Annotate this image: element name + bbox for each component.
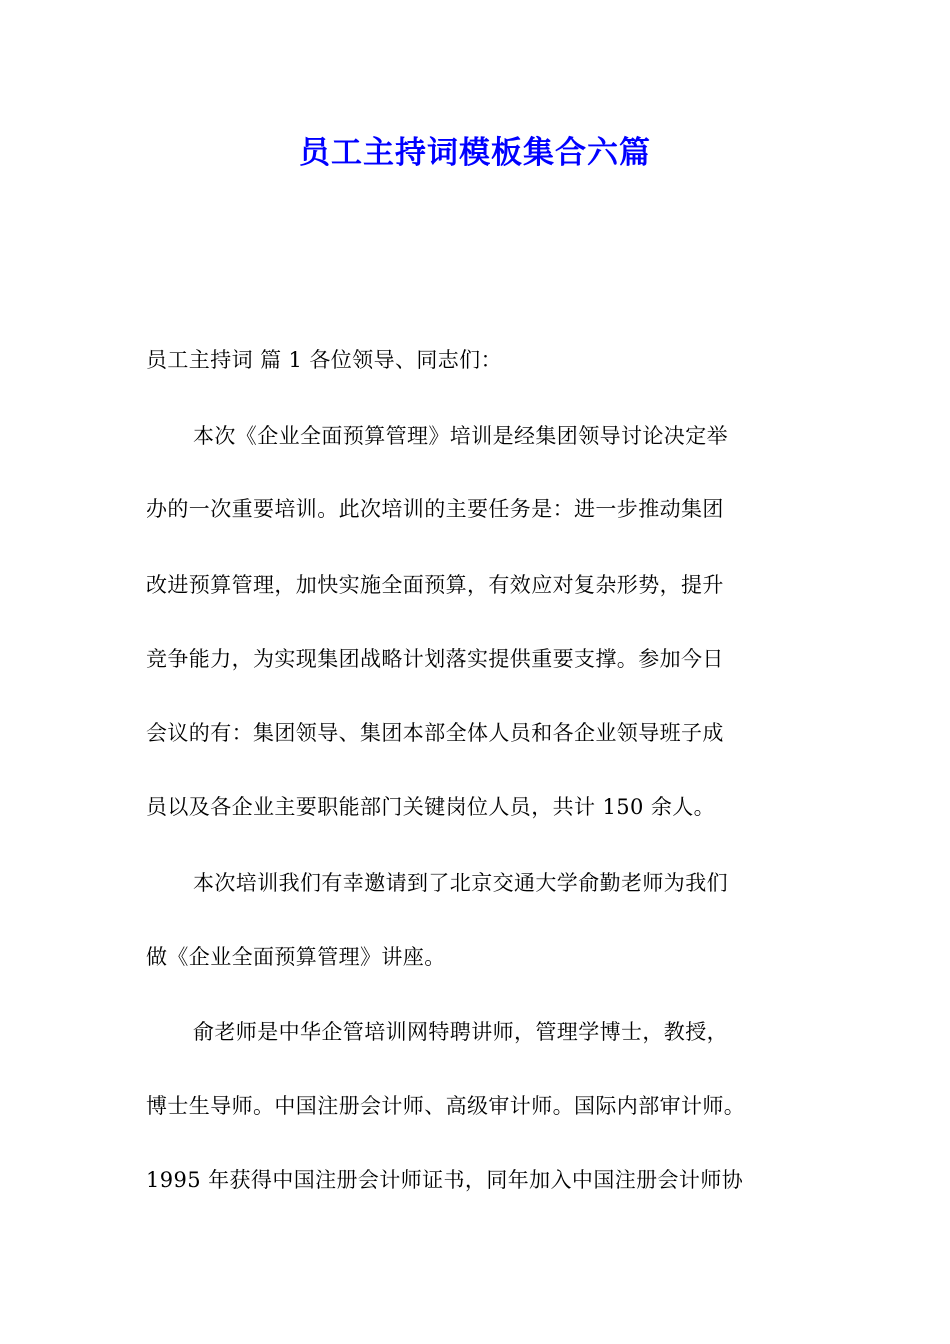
- body-line-8: 本次培训我们有幸邀请到了北京交通大学俞勤老师为我们: [193, 871, 728, 895]
- body-line-3: 办的一次重要培训。此次培训的主要任务是：进一步推动集团: [146, 497, 724, 521]
- body-line-2: 本次《企业全面预算管理》培训是经集团领导讨论决定举: [193, 424, 728, 448]
- body-line-4: 改进预算管理，加快实施全面预算，有效应对复杂形势，提升: [146, 573, 724, 597]
- body-line-5: 竞争能力，为实现集团战略计划落实提供重要支撑。参加今日: [146, 647, 724, 671]
- body-line-6: 会议的有：集团领导、集团本部全体人员和各企业领导班子成: [146, 721, 724, 745]
- body-line-9: 做《企业全面预算管理》讲座。: [146, 945, 446, 969]
- body-line-12: 1995 年获得中国注册会计师证书，同年加入中国注册会计师协: [146, 1168, 744, 1192]
- body-line-10: 俞老师是中华企管培训网特聘讲师，管理学博士，教授，: [193, 1020, 728, 1044]
- document-title: 员工主持词模板集合六篇: [299, 135, 651, 171]
- body-line-7: 员以及各企业主要职能部门关键岗位人员，共计 150 余人。: [146, 795, 716, 819]
- body-line-11: 博士生导师。中国注册会计师、高级审计师。国际内部审计师。: [146, 1094, 746, 1118]
- body-line-1: 员工主持词 篇 1 各位领导、同志们：: [146, 348, 502, 372]
